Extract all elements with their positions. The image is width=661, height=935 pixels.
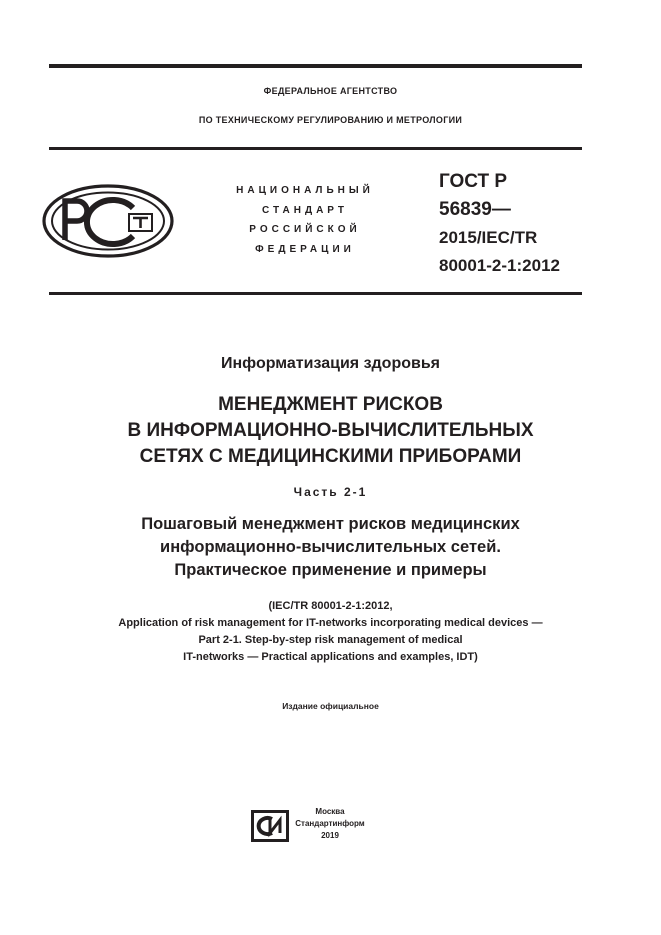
gost-designation — [439, 168, 560, 280]
national-standard-lines — [205, 181, 405, 259]
gost-number: 56839— — [439, 199, 511, 220]
gost-prefix: ГОСТ Р — [439, 171, 508, 192]
national-line-4: ФЕДЕРАЦИИ — [255, 243, 355, 255]
subtitle-line-1: Пошаговый менеджмент рисков медицинских — [141, 515, 520, 533]
publisher-block — [294, 806, 366, 842]
si-logo — [250, 809, 290, 843]
part-label: Часть 2-1 — [293, 485, 368, 499]
national-line-3: РОССИЙСКОЙ — [249, 224, 361, 235]
subject-title: Информатизация здоровья — [220, 355, 440, 372]
agency-line-1: ФЕДЕРАЛЬНОЕ АГЕНТСТВО — [263, 86, 398, 96]
subtitle-line-2: информационно-вычислительных сетей. — [160, 538, 501, 556]
publisher-name: Стандартинформ — [295, 819, 365, 828]
publisher-year: 2019 — [321, 831, 339, 840]
main-title-line-1: МЕНЕДЖМЕНТ РИСКОВ — [218, 394, 443, 415]
top-rule — [49, 64, 582, 68]
publisher-city: Москва — [315, 807, 345, 816]
intl-line-2: Application of risk management for IT-networks incorporating medical devices — — [118, 617, 543, 629]
rst-logo — [41, 184, 175, 258]
gost-iec-number: 80001-2-1:2012 — [439, 256, 560, 275]
subtitle — [0, 513, 661, 582]
intl-line-1: (IEC/TR 80001-2-1:2012, — [268, 600, 393, 612]
intl-line-4: IT-networks — Practical applications and examples, IDT) — [183, 651, 478, 663]
standard-rule — [49, 292, 582, 295]
subtitle-line-3: Практическое применение и примеры — [174, 561, 487, 579]
edition-label: Издание официальное — [282, 701, 379, 711]
national-line-2: СТАНДАРТ — [262, 204, 348, 216]
main-title-line-2: В ИНФОРМАЦИОННО-ВЫЧИСЛИТЕЛЬНЫХ — [127, 420, 534, 441]
agency-line-2: ПО ТЕХНИЧЕСКОМУ РЕГУЛИРОВАНИЮ И МЕТРОЛОГИИ — [198, 115, 463, 125]
intl-line-3: Part 2-1. Step-by-step risk management of medical — [198, 634, 463, 646]
header-rule — [49, 147, 582, 150]
international-reference — [0, 598, 661, 666]
national-line-1: НАЦИОНАЛЬНЫЙ — [236, 185, 374, 196]
main-title-line-3: СЕТЯХ С МЕДИЦИНСКИМИ ПРИБОРАМИ — [139, 446, 522, 467]
main-title — [0, 392, 661, 470]
gost-year: 2015/IEC/TR — [439, 228, 538, 247]
